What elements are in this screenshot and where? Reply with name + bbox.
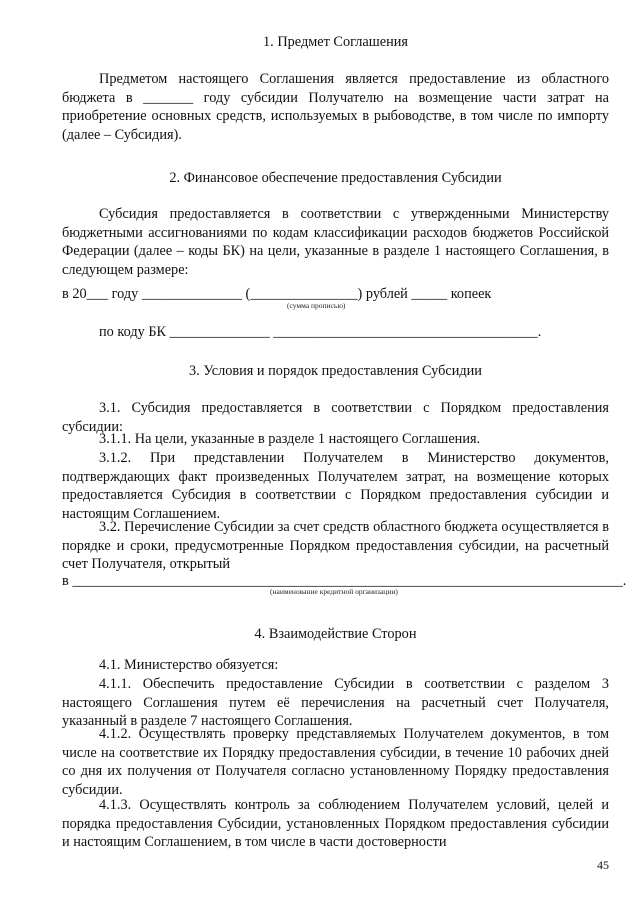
paragraph-4-1-1: 4.1.1. Обеспечить предоставление Субсидии в соответствии с разделом 3 настоящего Соглашения путем её перечисления на расчетный счет Получателя, указанный в разделе 7 настоящего Соглашения. bbox=[62, 676, 609, 730]
paragraph-4-1: 4.1. Министерство обязуется: bbox=[99, 657, 279, 673]
section-1-heading: 1. Предмет Соглашения bbox=[263, 34, 408, 50]
bank-caption: (наименование кредитной организации) bbox=[270, 587, 398, 596]
bk-code-line: по коду БК ______________ _____________________________________. bbox=[99, 324, 542, 340]
paragraph-4-1-2: 4.1.2. Осуществлять проверку представляемых Получателем документов, в том числе на соответствие их Порядку предоставления субсидии, в течение 10 рабочих дней со дня их получения от Получателя согласно установленному Порядку предоставления субсидии. bbox=[62, 726, 609, 798]
paragraph-3-2: 3.2. Перечисление Субсидии за счет средств областного бюджета осуществляется в порядке и сроки, предусмотренные Порядком предоставления субсидии, на расчетный счет Получателя, открытый bbox=[62, 519, 609, 573]
amount-caption: (сумма прописью) bbox=[287, 301, 346, 310]
section-4-heading: 4. Взаимодействие Сторон bbox=[254, 626, 417, 642]
section-3-heading: 3. Условия и порядок предоставления Субсидии bbox=[189, 363, 482, 379]
amount-line: в 20___ году ______________ (_______________) рублей _____ копеек bbox=[62, 286, 492, 302]
section-1-paragraph: Предметом настоящего Соглашения является предоставление из областного бюджета в _______ году субсидии Получателю на возмещение части затрат на приобретение основных средств, используемых в рыбоводстве, в том числе по импорту (далее – Субсидия). bbox=[62, 71, 609, 143]
paragraph-3-1-2: 3.1.2. При представлении Получателем в Министерство документов, подтверждающих факт произведенных Получателем затрат, на возмещение которых предоставляется Субсидия в соответствии с Порядком предоставления субсидии и настоящим Соглашением. bbox=[62, 450, 609, 522]
section-2-paragraph: Субсидия предоставляется в соответствии с утвержденными Министерству бюджетными ассигнованиями по кодам классификации расходов бюджетов Российской Федерации (далее – коды БК) на цели, указанные в разделе 1 настоящего Соглашения, в следующем размере: bbox=[62, 206, 609, 278]
section-2-heading: 2. Финансовое обеспечение предоставления Субсидии bbox=[169, 170, 502, 186]
bank-line: в _____________________________________________________________________________. bbox=[62, 573, 627, 589]
paragraph-3-1: 3.1. Субсидия предоставляется в соответствии с Порядком предоставления субсидии: bbox=[62, 400, 609, 435]
page-number: 45 bbox=[597, 858, 609, 872]
paragraph-4-1-3: 4.1.3. Осуществлять контроль за соблюдением Получателем условий, целей и порядка предоставления Субсидии, установленных Порядком предоставления субсидии и настоящим Соглашением, в том числе в части достоверности bbox=[62, 797, 609, 851]
paragraph-3-1-1: 3.1.1. На цели, указанные в разделе 1 настоящего Соглашения. bbox=[99, 431, 481, 447]
